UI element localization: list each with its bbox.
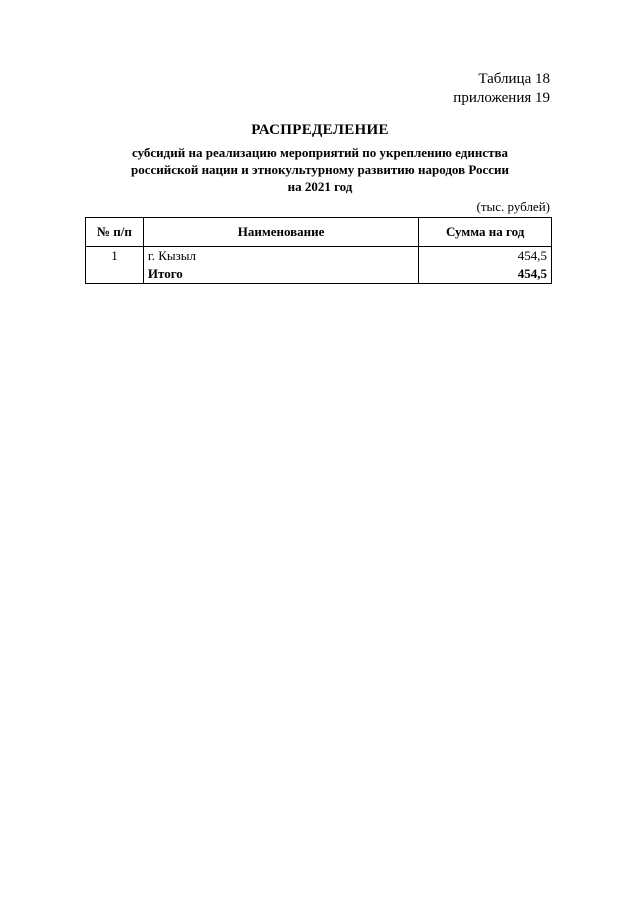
table-reference bbox=[453, 70, 550, 108]
subtitle-line-2: российской нации и этнокультурному развитию народов России bbox=[130, 162, 509, 177]
document-title: РАСПРЕДЕЛЕНИЕ bbox=[251, 122, 389, 138]
table-row bbox=[86, 247, 552, 266]
total-number bbox=[86, 265, 144, 284]
row-sum: 454,5 bbox=[419, 247, 552, 266]
row-number: 1 bbox=[86, 247, 144, 266]
document-subtitle bbox=[80, 144, 560, 195]
appendix-label: приложения 19 bbox=[453, 90, 550, 106]
table-header-row bbox=[86, 218, 552, 247]
column-header-number: № п/п bbox=[86, 218, 144, 247]
row-name: г. Кызыл bbox=[143, 247, 418, 266]
units-label: (тыс. рублей) bbox=[476, 199, 550, 214]
column-header-sum: Сумма на год bbox=[419, 218, 552, 247]
distribution-table bbox=[85, 217, 552, 284]
table-total-row bbox=[86, 265, 552, 284]
total-sum: 454,5 bbox=[419, 265, 552, 284]
total-label: Итого bbox=[143, 265, 418, 284]
subtitle-line-3: на 2021 год bbox=[287, 179, 353, 194]
subtitle-line-1: субсидий на реализацию мероприятий по укреплению единства bbox=[131, 145, 509, 160]
table-label: Таблица 18 bbox=[478, 71, 550, 87]
column-header-name: Наименование bbox=[143, 218, 418, 247]
